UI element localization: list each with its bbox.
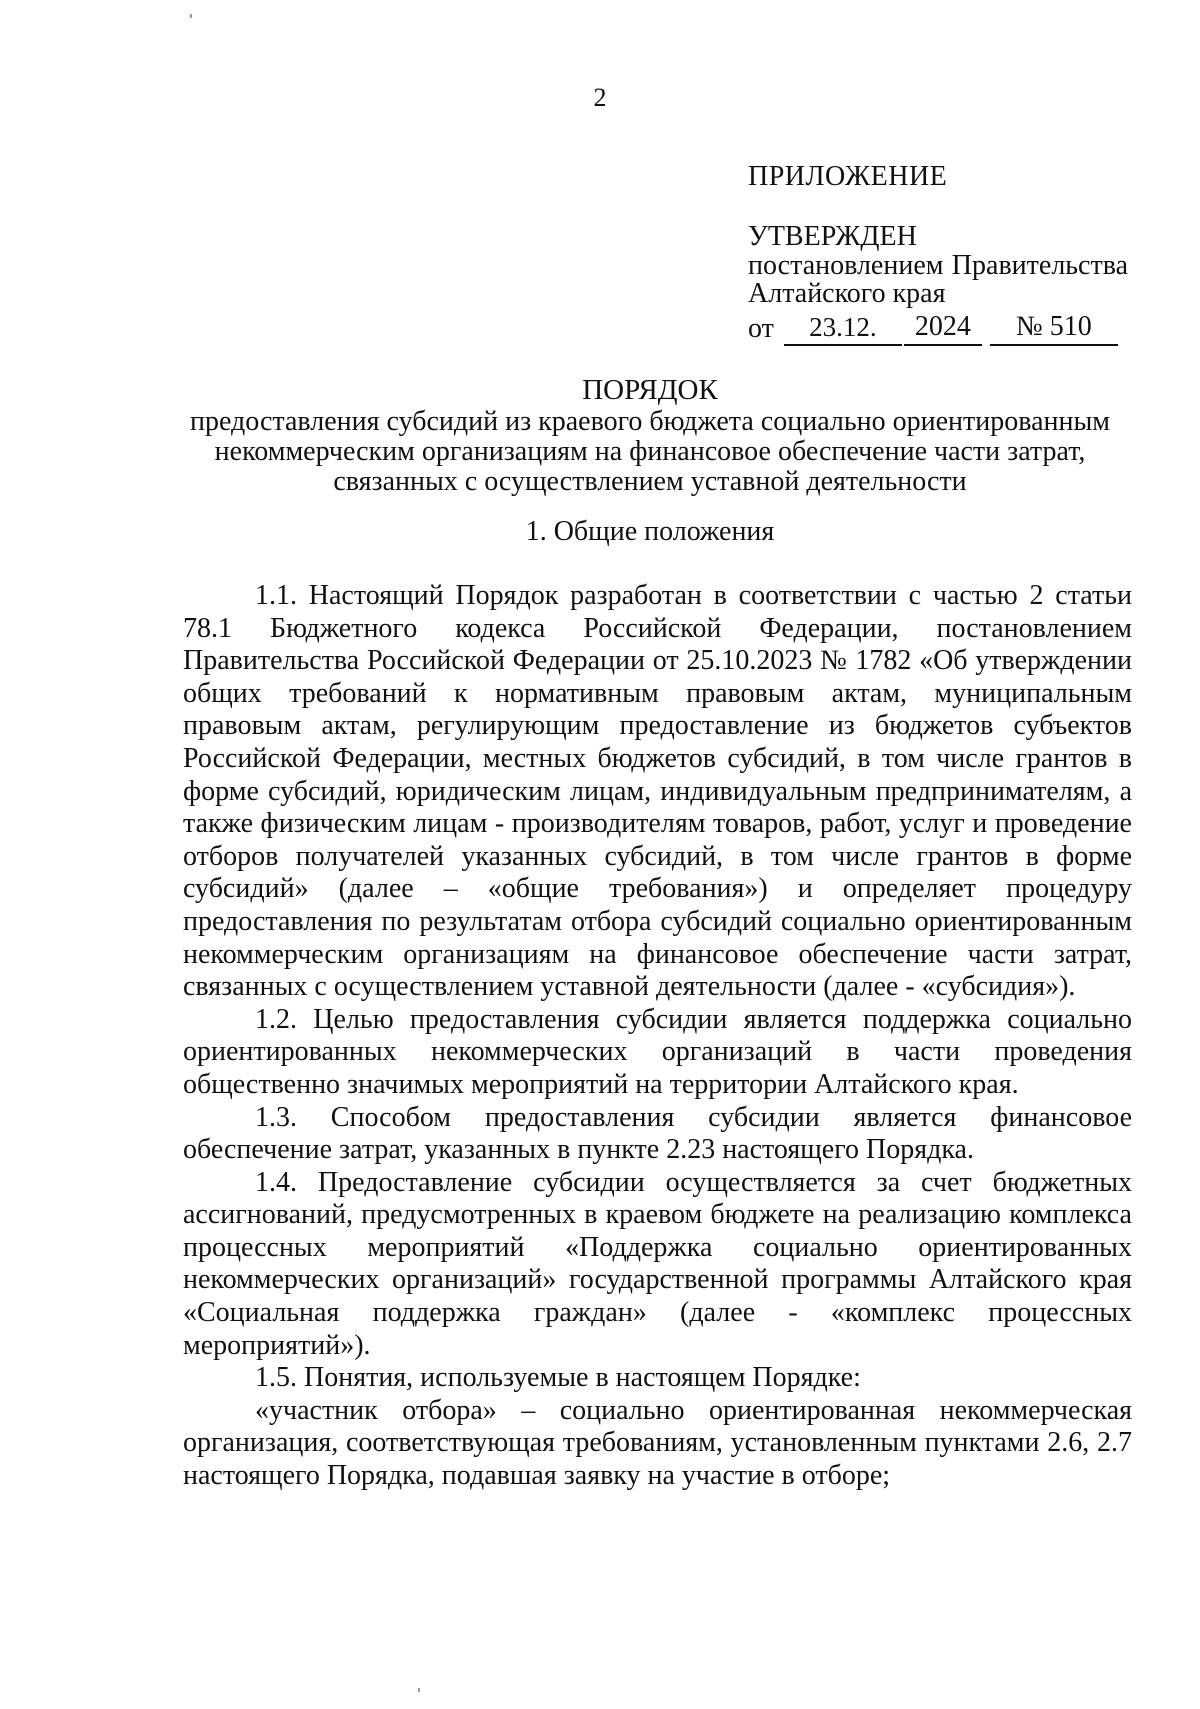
document-subtitle-line: предоставления субсидий из краевого бюджета социально ориентированным	[190, 406, 1110, 437]
approval-date: 23.12.	[784, 310, 902, 346]
approval-number: № 510	[990, 310, 1118, 346]
approval-region: Алтайского края	[748, 278, 946, 309]
document-title-block	[140, 375, 1160, 497]
approval-year: 2024	[904, 310, 982, 346]
scan-artifact	[418, 1688, 420, 1692]
document-body	[183, 580, 1132, 1493]
document-subtitle-line: связанных с осуществлением уставной деятельности	[333, 466, 967, 497]
approval-block	[748, 160, 1128, 346]
paragraph: 1.1. Настоящий Порядок разработан в соответствии с частью 2 статьи 78.1 Бюджетного кодекса Российской Федерации, постановлением Правительства Российской Федерации от 25.10.2023 № 1782 «Об утверждении общих требований к нормативным правовым актам, муниципальным правовым актам, регулирующим предоставление из бюджетов субъектов Российской Федерации, местных бюджетов субсидий, в том числе грантов в форме субсидий, юридическим лицам, индивидуальным предпринимателям, а также физическим лицам - производителям товаров, работ, услуг и проведение отборов получателей указанных субсидий, в том числе грантов в форме субсидий» (далее – «общие требования») и определяет процедуру предоставления по результатам отбора субсидий социально ориентированным некоммерческим организациям на финансовое обеспечение части затрат, связанных с осуществлением уставной деятельности (далее - «субсидия»).	[183, 580, 1132, 1003]
page-number: 2	[593, 83, 607, 112]
scan-artifact	[190, 14, 192, 18]
approval-authority: постановлением Правительства	[748, 250, 1128, 281]
paragraph: 1.5. Понятия, используемые в настоящем Порядке:	[255, 1362, 861, 1394]
paragraph: 1.4. Предоставление субсидии осуществляется за счет бюджетных ассигнований, предусмотренных в краевом бюджете на реализацию комплекса процессных мероприятий «Поддержка социально ориентированных некоммерческих организаций» государственной программы Алтайского края «Социальная поддержка граждан» (далее - «комплекс процессных мероприятий»).	[183, 1166, 1132, 1361]
paragraph: «участник отбора» – социально ориентированная некоммерческая организация, соответствующая требованиям, установленным пунктами 2.6, 2.7 настоящего Порядка, подавшая заявку на участие в отборе;	[183, 1394, 1132, 1492]
paragraph: 1.2. Целью предоставления субсидии является поддержка социально ориентированных некоммерческих организаций в части проведения общественно значимых мероприятий на территории Алтайского края.	[183, 1003, 1132, 1100]
section-heading: 1. Общие положения	[525, 516, 775, 547]
document-title: ПОРЯДОК	[582, 374, 718, 406]
approved-label: УТВЕРЖДЕН	[748, 221, 917, 252]
approval-date-line	[748, 310, 1128, 346]
document-subtitle-line: некоммерческим организациям на финансовое обеспечение части затрат,	[214, 436, 1086, 467]
date-prefix: от	[748, 313, 774, 344]
paragraph: 1.3. Способом предоставления субсидии является финансовое обеспечение затрат, указанных в пункте 2.23 настоящего Порядка.	[183, 1101, 1132, 1166]
appendix-label: ПРИЛОЖЕНИЕ	[748, 161, 948, 192]
